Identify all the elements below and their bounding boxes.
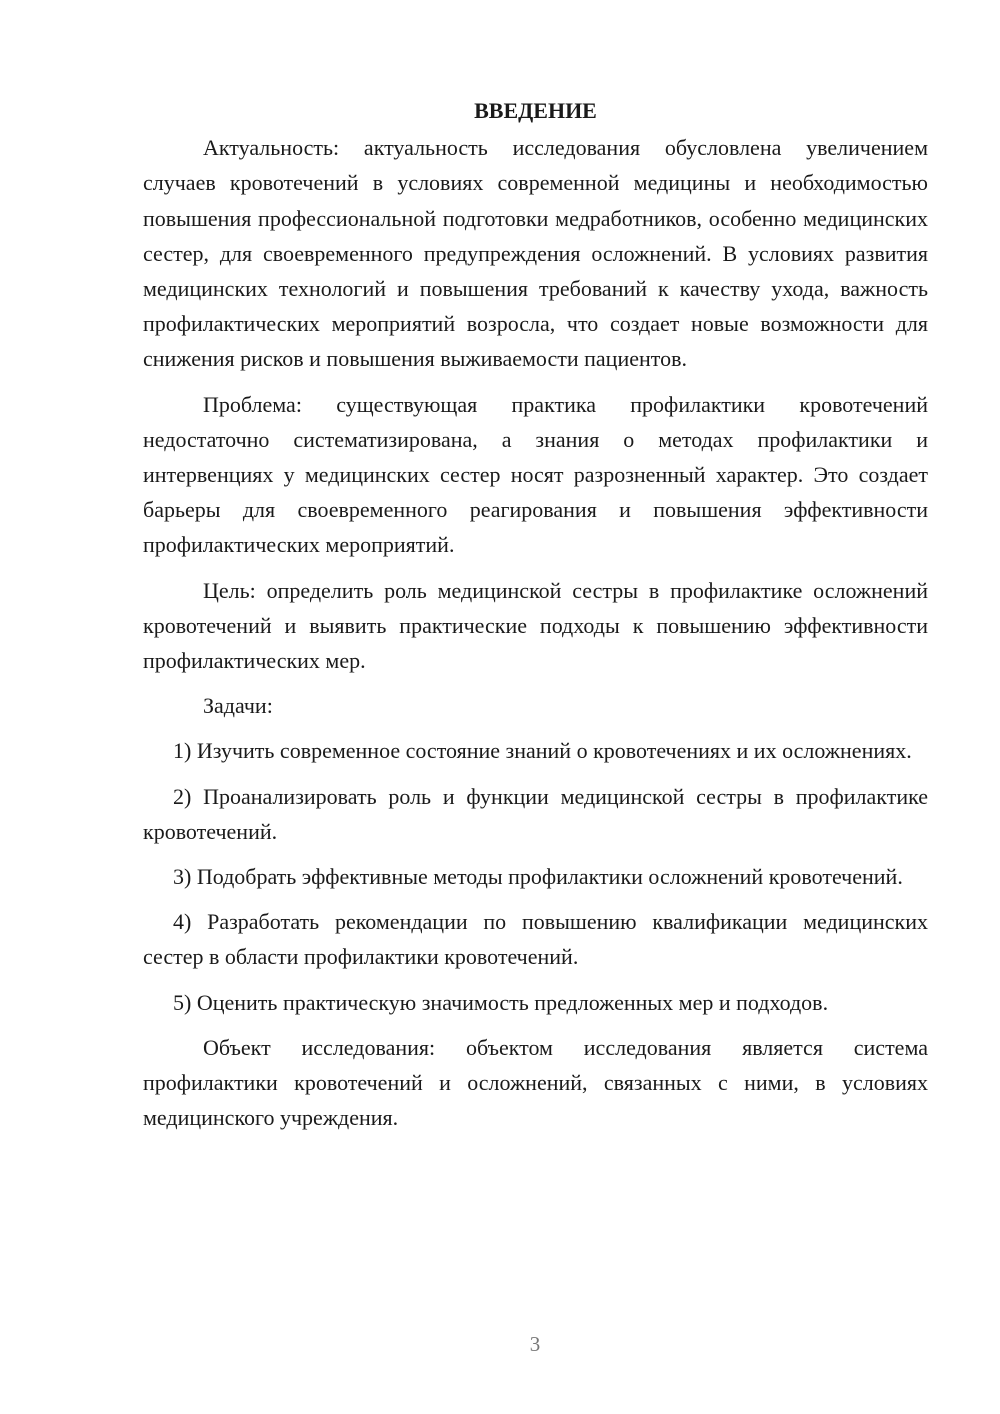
problem-paragraph: Проблема: существующая практика профилактики кровотечений недостаточно систематизирована, а знания о методах профилактики и интервенциях у медицинских сестер носят разрозненный характер. Это создает барьеры для своевременного реагирования и повышения эффективности профилактических мероприятий. [143,391,928,558]
object-paragraph: Объект исследования: объектом исследования является система профилактики кровотечений и осложнений, связанных с ними, в условиях медицинского учреждения. [143,1034,928,1131]
task-item-3: 3) Подобрать эффективные методы профилактики осложнений кровотечений. [173,864,903,890]
page-number: 3 [529,1332,541,1356]
task-item-5: 5) Оценить практическую значимость предложенных мер и подходов. [173,989,829,1015]
tasks-heading: Задачи: [203,693,273,719]
relevance-paragraph: Актуальность: актуальность исследования обусловлена увеличением случаев кровотечений в условиях современной медицины и необходимостью повышения профессиональной подготовки медработников, особенно медицинских сестер, для своевременного предупреждения осложнений. В условиях развития медицинских технологий и повышения требований к качеству ухода, важность профилактических мероприятий возросла, что создает новые возможности для снижения рисков и повышения выживаемости пациентов. [143,135,928,372]
task-item-2: 2) Проанализировать роль и функции медицинской сестры в профилактике кровотечений. [143,783,928,844]
section-title: ВВЕДЕНИЕ [474,98,597,123]
goal-paragraph: Цель: определить роль медицинской сестры в профилактике осложнений кровотечений и выявить практические подходы к повышению эффективности профилактических мер. [143,577,928,674]
task-item-4: 4) Разработать рекомендации по повышению квалификации медицинских сестер в области профилактики кровотечений. [143,909,928,970]
document-page [143,93,928,1145]
task-item-1: 1) Изучить современное состояние знаний о кровотечениях и их осложнениях. [173,738,912,764]
